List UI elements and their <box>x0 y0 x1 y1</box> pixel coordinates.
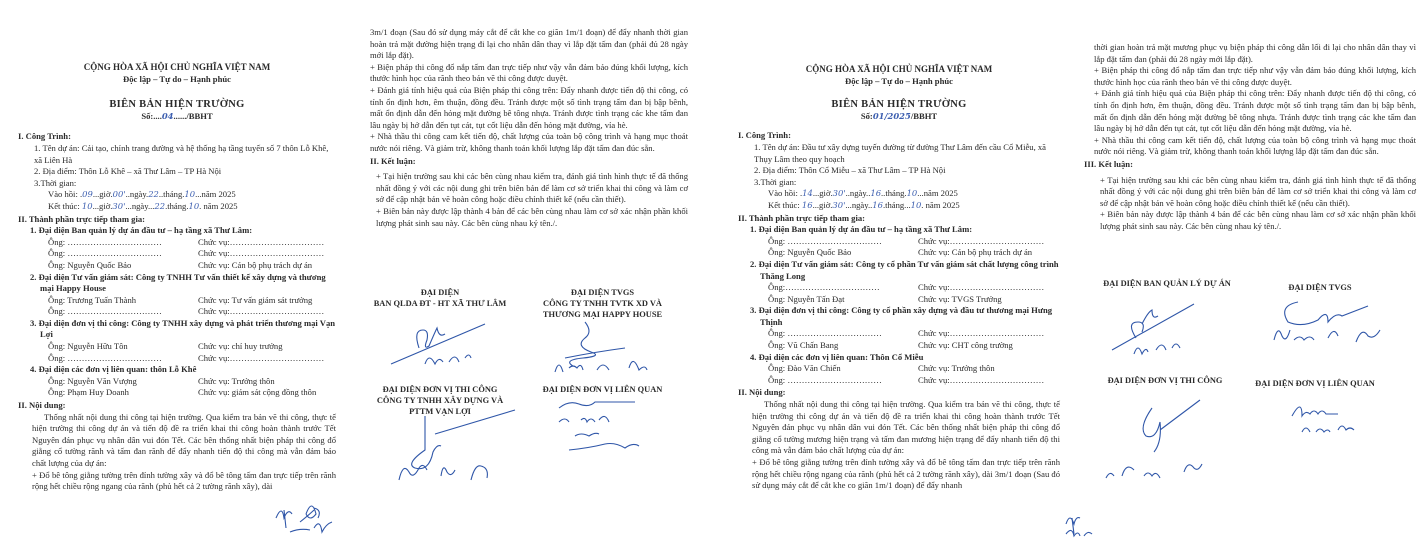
participant-name: Ông: Nguyễn Tấn Đạt <box>768 293 845 304</box>
end-time: Kết thúc: 16...giờ.30'...ngày..16.tháng...10. năm 2025 <box>768 199 960 210</box>
participant-row <box>18 260 336 272</box>
participant-role: Chức vụ: Cán bộ phụ trách dự án <box>198 259 313 270</box>
start-time: Vào hồi: .14...giờ.30'..ngày..16..tháng.10...năm 2025 <box>768 188 958 199</box>
signature-vu-chan-bang <box>1100 400 1230 485</box>
participant-row <box>738 282 1060 294</box>
participant-group-heading: 1. Đại diện Ban quản lý dự án đầu tư – hạ tầng xã Thư Lâm: <box>750 224 973 235</box>
participant-role: Chức vụ: Trưởng thôn <box>918 363 995 374</box>
participant-name: Ông: Nguyễn Hữu Tôn <box>48 341 128 352</box>
participant-role: Chức vụ: Cán bộ phụ trách dự án <box>918 247 1033 258</box>
time-label: 3.Thời gian: <box>34 177 77 188</box>
signature-title-lien-quan: ĐẠI DIỆN ĐƠN VỊ LIÊN QUAN <box>542 385 663 394</box>
content-paragraph: + Đánh giá tính hiệu quả của Biện pháp thi công trên: Đẩy nhanh được tiến độ thi công, có tính ổn định hơn, êm thuận, đồng đều. Tránh được một số tình trạng tấm đan bị bập bênh, mất ổn định dẫn đến hỏng mặt đường bê tông nhựa. Tránh được tình trạng các khe tấm đan lâu ngày bị hở dẫn đến tụt cát, tụt cốt liệu dẫn đến hỏng mặt đường, vỉa hè. <box>1094 88 1416 134</box>
participant-name: Ông: …………………………… <box>768 374 882 385</box>
participant-group-heading: 1. Đại diện Ban quản lý dự án đầu tư – hạ tầng xã Thư Lâm: <box>30 225 253 236</box>
content-paragraph: + Nhà thầu thi công cam kết tiến độ, chất lượng của toàn bộ công trình và hạng mục thoát nước nói riêng. Và giảm trừ, không thanh toán khối lượng lắp đặt tấm đan đúc sẵn. <box>1094 134 1416 157</box>
participant-name: Ông: …………………………… <box>48 248 162 259</box>
signature-title-thi-cong: ĐẠI DIỆN ĐƠN VỊ THI CÔNG CÔNG TY TNHH XÂY DỰNG VÀ PTTM VẠN LỢI <box>376 385 504 416</box>
participant-role: Chức vụ:…………………………… <box>198 236 325 247</box>
participant-role: Chức vụ:…………………………… <box>918 374 1045 385</box>
section-content-title: II. Nội dung: <box>18 400 66 411</box>
section-participants-title: II. Thành phần trực tiếp tham gia: <box>738 212 866 223</box>
participant-role: Chức vụ:…………………………… <box>918 235 1045 246</box>
section-conclusion-title: III. Kết luận: <box>1084 158 1133 169</box>
conclusion-paragraph: + Tại hiện trường sau khi các bên cùng nhau kiểm tra, đánh giá tình hình thực tế đã thống nhất đồng ý với các nội dung ghi trên biên bản để làm cơ sở triển khai thi công và làm cơ sở để cập nhật bản vẽ hoàn công hoặc điều chỉnh thiết kế (nếu cần thiết). <box>376 171 688 205</box>
participant-role: Chức vụ: Trưởng thôn <box>198 375 275 386</box>
participant-group-heading: 2. Đại diện Tư vấn giám sát: Công ty cổ phần Tư vấn giám sát chất lượng công trình Thăng Long <box>750 258 1059 281</box>
participant-row <box>18 295 336 307</box>
conclusion-paragraph: + Biên bản này được lập thành 4 bản để các bên cùng nhau làm cơ sở xác nhận phần khối lượng phát sinh sau này. Các bên cùng nhau ký tên./. <box>1100 209 1416 231</box>
content-paragraph: + Đổ bê tông giằng tường trên đỉnh tường xây và đổ bê tông tấm đan trực tiếp trên rãnh rộng hết chiều rộng ngang của rãnh (phủ hết cả 2 tường rãnh xây), dài <box>32 469 336 492</box>
signature-title-lien-quan: ĐẠI DIỆN ĐƠN VỊ LIÊN QUAN <box>1255 379 1375 388</box>
participant-row <box>738 375 1060 387</box>
signature-title-tvgs: ĐẠI DIỆN TVGS CÔNG TY TNHH TVTK XD VÀ THƯƠNG MẠI HAPPY HOUSE <box>542 288 663 319</box>
project-location: 2. Địa điểm: Thôn Cổ Miễu – xã Thư Lâm – TP Hà Nội <box>754 165 946 176</box>
participant-group-heading: 4. Đại diện các đơn vị liên quan: thôn Lỗ Khê <box>30 364 197 375</box>
participant-name: Ông: …………………………… <box>768 235 882 246</box>
motto: Độc lập – Tự do – Hạnh phúc <box>845 75 953 86</box>
doc-number-handwritten: 01/2025 <box>872 110 911 121</box>
doc-number: Số:....04....../BBHT <box>141 110 213 121</box>
participant-name: Ông: Nguyễn Quốc Bảo <box>48 259 132 270</box>
project-name: 1. Tên dự án: Cải tạo, chỉnh trang đường và hệ thống hạ tầng tuyến số 7 thôn Lỗ Khê, xã Liên Hà <box>34 142 329 165</box>
participant-name: Ông: Đào Văn Chiến <box>768 363 841 374</box>
participant-row <box>738 236 1060 248</box>
participant-role: Chức vụ: Tư vấn giám sát trưởng <box>198 294 313 305</box>
participant-name: Ông: Trương Tuấn Thành <box>48 294 137 305</box>
national-title: CỘNG HÒA XÃ HỘI CHỦ NGHĨA VIỆT NAM <box>83 62 271 72</box>
content-paragraph: + Nhà thầu thi công cam kết tiến độ, chất lượng của toàn bộ công trình và hạng mục thoát nước nói riêng. Và giảm trừ, không thanh toán khối lượng lắp đặt tấm đan đúc sẵn. <box>370 131 688 153</box>
section-project-title: I. Công Trình: <box>738 130 791 141</box>
signature-title-thi-cong: ĐẠI DIỆN ĐƠN VỊ THI CÔNG <box>1107 376 1223 385</box>
project-location: 2. Địa điểm: Thôn Lỗ Khê – xã Thư Lâm – TP Hà Nội <box>34 166 222 177</box>
participant-name: Ông: …………………………… <box>768 328 882 339</box>
participant-group-heading: 2. Đại diện Tư vấn giám sát: Công ty TNHH Tư vấn thiết kế xây dựng và thương mại Happy House <box>30 271 326 294</box>
participant-row <box>18 248 336 260</box>
conclusion-paragraph: + Biên bản này được lập thành 4 bản để các bên cùng nhau làm cơ sở xác nhận phần khối lượng phát sinh sau này. Các bên cùng nhau ký tên./. <box>376 205 688 228</box>
participant-role: Chức vụ:…………………………… <box>198 306 325 317</box>
participant-row <box>738 340 1060 352</box>
signature-title-ban-qlda: ĐẠI DIỆN BAN QLDA ĐT - HT XÃ THƯ LÂM <box>373 288 507 308</box>
initials-signature <box>270 500 340 540</box>
right-doc-page2 <box>1084 42 1416 233</box>
project-name: 1. Tên dự án: Đầu tư xây dựng tuyến đường từ đường Thư Lâm đến cầu Cổ Miễu, xã Thụy Lâm theo quy hoạch <box>754 141 1046 164</box>
doc-number-handwritten: 04 <box>161 110 174 121</box>
participant-row <box>18 237 336 249</box>
participant-role: Chức vụ: CHT công trường <box>918 340 1013 351</box>
participant-name: Ông:…………………………… <box>768 282 880 293</box>
participant-row <box>738 328 1060 340</box>
left-doc-page1 <box>18 62 336 493</box>
participant-row <box>18 353 336 365</box>
section-conclusion-title: II. Kết luận: <box>370 155 416 166</box>
national-title: CỘNG HÒA XÃ HỘI CHỦ NGHĨA VIỆT NAM <box>805 64 993 74</box>
participant-name: Ông: …………………………… <box>48 352 162 363</box>
participant-row <box>738 247 1060 259</box>
signature-dao-van-chien <box>1288 400 1388 440</box>
signature-lien-quan <box>555 398 675 458</box>
content-paragraph: 3m/1 đoạn (Sau đó sử dụng máy cắt để cắt khe co giãn 1m/1 đoạn) để đẩy nhanh thời gian hoàn trả mặt đường hiện trạng đi lại cho nhân dân thay vì lắp đặt tấm đan (phải đủ 28 ngày mới lắp đặt). <box>370 27 688 61</box>
participant-row <box>18 341 336 353</box>
doc-title: BIÊN BẢN HIỆN TRƯỜNG <box>109 99 245 111</box>
initials-signature <box>1062 510 1102 540</box>
participant-role: Chức vụ: giám sát cộng đồng thôn <box>198 387 317 398</box>
participant-group-heading: 4. Đại diện các đơn vị liên quan: Thôn Cổ Miễu <box>750 351 924 362</box>
participant-row <box>738 363 1060 375</box>
participant-name: Ông: Nguyễn Quốc Bảo <box>768 247 852 258</box>
doc-number: Số:01/2025/BBHT <box>860 110 938 121</box>
signature-nguyen-quoc-bao <box>1108 298 1218 358</box>
participant-role: Chức vụ: TVGS Trưởng <box>918 293 1002 304</box>
signature-nguyen-quoc-bao <box>385 318 495 368</box>
participant-row <box>18 376 336 388</box>
left-doc-page2 <box>370 27 688 229</box>
participant-name: Ông: Phạm Huy Doanh <box>48 387 129 398</box>
participant-group-heading: 3. Đại diện đơn vị thi công: Công ty cổ phần xây dựng và đầu tư thương mại Hưng Thịnh <box>750 305 1053 327</box>
section-participants-title: II. Thành phần trực tiếp tham gia: <box>18 213 146 224</box>
section-content-title: II. Nội dung: <box>738 387 786 398</box>
participant-role: Chức vụ:…………………………… <box>918 328 1045 339</box>
motto: Độc lập – Tự do – Hạnh phúc <box>123 73 231 84</box>
participant-row <box>738 294 1060 306</box>
participant-row <box>18 306 336 318</box>
participants-list <box>18 225 336 399</box>
signature-nguyen-huu-ton <box>395 410 525 485</box>
participant-role: Chức vụ:…………………………… <box>198 248 325 259</box>
signature-nguyen-tan-dat <box>1268 296 1398 351</box>
content-paragraph: Thống nhất nội dung thi công tại hiện trường. Qua kiểm tra bản vẽ thi công, thực tế hiện trường thi công dự án và tiến độ đề ra triển khai thi công hoàn thành trước Tết Nguyên đán phục vụ nhân dân vui đón Tết. Các bên thống nhất biện pháp thi công đổ giằng cổ tường mương hiện trạng và tấm đan mương hiện trạng để đẩy nhanh tiến độ thi công mà vẫn đảm bảo chất lượng của dự án: <box>752 399 1060 456</box>
participant-role: Chức vụ:…………………………… <box>198 352 325 363</box>
content-paragraph: + Biện pháp thi công đổ nắp tấm đan trực tiếp như vậy vẫn đảm bảo đúng khối lượng, kích thước hình học của rãnh theo bản vẽ thi công được duyệt. <box>370 61 688 84</box>
signature-truong-tuan-thanh <box>545 318 665 378</box>
content-paragraph: + Biện pháp thi công đổ nắp tấm đan trực tiếp như vậy vẫn đảm bảo đúng khối lượng, kích thước hình học của rãnh theo bản vẽ thi công được duyệt. <box>1094 65 1416 87</box>
participant-role: Chức vụ:…………………………… <box>918 282 1045 293</box>
participant-group-heading: 3. Đại diện đơn vị thi công: Công ty TNHH xây dựng và phát triển thương mại Vạn Lợi <box>30 317 336 340</box>
participants-list <box>738 224 1060 386</box>
signature-title-ban-qlda: ĐẠI DIỆN BAN QUẢN LÝ DỰ ÁN <box>1103 279 1231 288</box>
participant-row <box>18 387 336 399</box>
participant-name: Ông: Vũ Chấn Bang <box>768 340 839 351</box>
doc-title: BIÊN BẢN HIỆN TRƯỜNG <box>831 99 967 111</box>
participant-name: Ông: …………………………… <box>48 236 162 247</box>
end-time: Kết thúc: 10...giờ.30'...ngày...22.tháng.10. năm 2025 <box>48 200 238 211</box>
conclusion-paragraph: + Tại hiện trường sau khi các bên cùng nhau kiểm tra, đánh giá tình hình thực tế đã thống nhất đồng ý với các nội dung ghi trên biên bản để làm cơ sở triển khai thi công và làm cơ sở để cập nhật bản vẽ hoàn công hoặc điều chỉnh thiết kế (nếu cần thiết). <box>1100 174 1416 208</box>
participant-name: Ông: Nguyễn Văn Vượng <box>48 375 137 386</box>
participant-name: Ông: …………………………… <box>48 306 162 317</box>
content-paragraph: + Đổ bê tông giằng tường trên đỉnh tường xây và đổ bê tông tấm đan trực tiếp trên rãnh rộng hết chiều rộng ngang của rãnh (phủ hết cả 2 tường rãnh xây), dài 3m/1 đoạn (Sau đó sử dụng máy cắt để cắt khe co giãn 1m/1 đoạn) để đẩy nhanh <box>752 457 1060 491</box>
content-paragraph: Thống nhất nội dung thi công tại hiện trường. Qua kiểm tra bản vẽ thi công, thực tế hiện trường thi công dự án và tiến độ đề ra triển khai thi công hoàn thành trước Tết Nguyên đán phục vụ nhân dân vui đón Tết. Các bên thống nhất biện pháp thi công đổ giằng cổ tường rãnh và tấm đan rãnh để đẩy nhanh tiến độ thi công mà vẫn đảm bảo chất lượng của dự án: <box>32 411 336 468</box>
right-doc-page1 <box>738 64 1060 492</box>
content-paragraph: + Đánh giá tính hiệu quả của Biện pháp thi công trên: Đẩy nhanh được tiến độ thi công, có tính ổn định hơn, êm thuận, đồng đều. Tránh được một số tình trạng tấm đan bị bập bênh, mất ổn định dẫn đến hỏng mặt đường bê tông nhựa. Tránh được tình trạng các khe tấm đan lâu ngày bị hở dẫn đến tụt cát, tụt cốt liệu dẫn đến hỏng mặt đường, vỉa hè. <box>370 84 688 130</box>
time-label: 3.Thời gian: <box>754 176 797 187</box>
start-time: Vào hồi: .09...giờ.00'..ngày.22..tháng.10...năm 2025 <box>48 189 236 200</box>
content-paragraph: thời gian hoàn trả mặt mương phục vụ biện pháp thi công dẫn lối đi lại cho nhân dân thay vì lắp đặt tấm đan (phải đủ 28 ngày mới lắp đặt). <box>1094 42 1416 64</box>
signature-title-tvgs: ĐẠI DIỆN TVGS <box>1288 283 1352 292</box>
participant-role: Chức vụ: chỉ huy trưởng <box>198 341 283 352</box>
section-project-title: I. Công Trình: <box>18 131 71 142</box>
